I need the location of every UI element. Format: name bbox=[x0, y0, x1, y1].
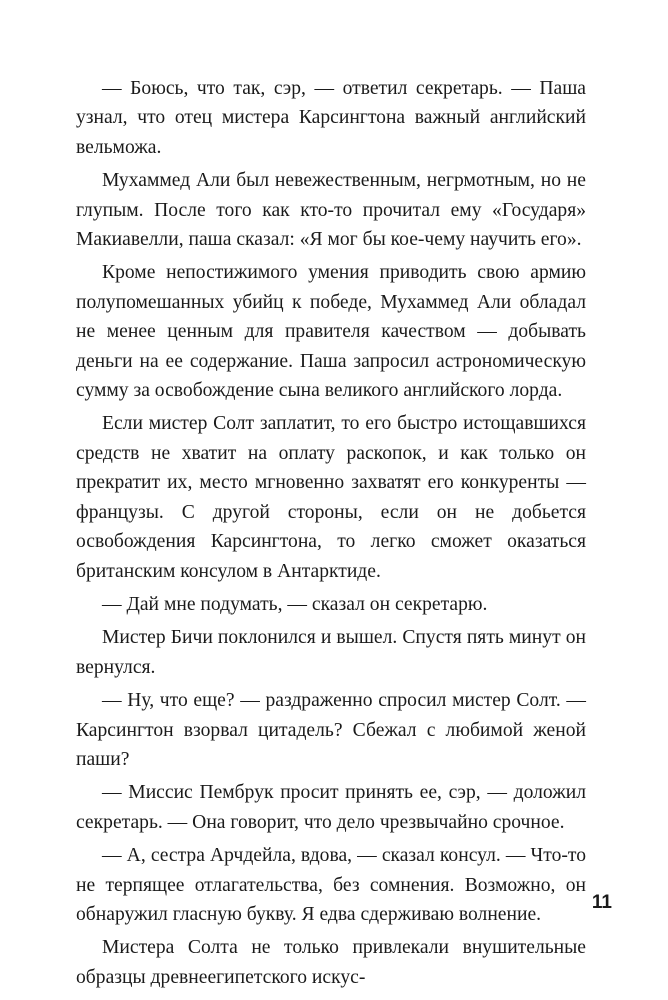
paragraph-2: Мухаммед Али был невежественным, негрмотным, но не глупым. После того как кто-то прочитал ему «Государя» Макиавелли, паша сказал: «Я мог бы кое-чему научить его». bbox=[76, 170, 586, 251]
paragraph-7: — Ну, что еще? — раздраженно спросил мистер Солт. — Карсингтон взорвал цитадель? Сбежал с любимой женой паши? bbox=[76, 690, 586, 770]
paragraph-6: Мистер Бичи поклонился и вышел. Спустя пять минут он вернулся. bbox=[76, 627, 586, 678]
paragraph-8: — Миссис Пембрук просит принять ее, сэр, — доложил секретарь. — Она говорит, что дело чрезвычайно срочное. bbox=[76, 782, 586, 833]
paragraph-1: — Боюсь, что так, сэр, — ответил секретарь. — Паша узнал, что отец мистера Карсингтона важный английский вельможа. bbox=[76, 78, 586, 158]
paragraph-9: — А, сестра Арчдейла, вдова, — сказал консул. — Что-то не терпящее отлагательства, без сомнения. Возможно, он обнаружил гласную букву. Я едва сдерживаю волнение. bbox=[76, 845, 586, 925]
paragraph-3: Кроме непостижимого умения приводить свою армию полупомешанных убийц к победе, Мухаммед Али обладал не менее ценным для правителя качеством — добывать деньги на ее содержание. Паша запросил астрономическую сумму за освобождение сына великого английского лорда. bbox=[76, 262, 586, 402]
paragraph-5: — Дай мне подумать, — сказал он секретарю. bbox=[102, 593, 488, 615]
paragraph-4: Если мистер Солт заплатит, то его быстро истощавшихся средств не хватит на оплату раскопок, и как только он прекратит их, место мгновенно захватят его конкуренты — французы. С другой стороны, если он не добьется освобождения Карсингтона, то легко сможет оказаться британским консулом в Антарктиде. bbox=[76, 413, 586, 582]
paragraph-10: Мистера Солта не только привлекали внушительные образцы древнеегипетского искус- bbox=[76, 937, 586, 988]
page-number: 11 bbox=[591, 892, 612, 913]
text-body bbox=[76, 74, 586, 992]
